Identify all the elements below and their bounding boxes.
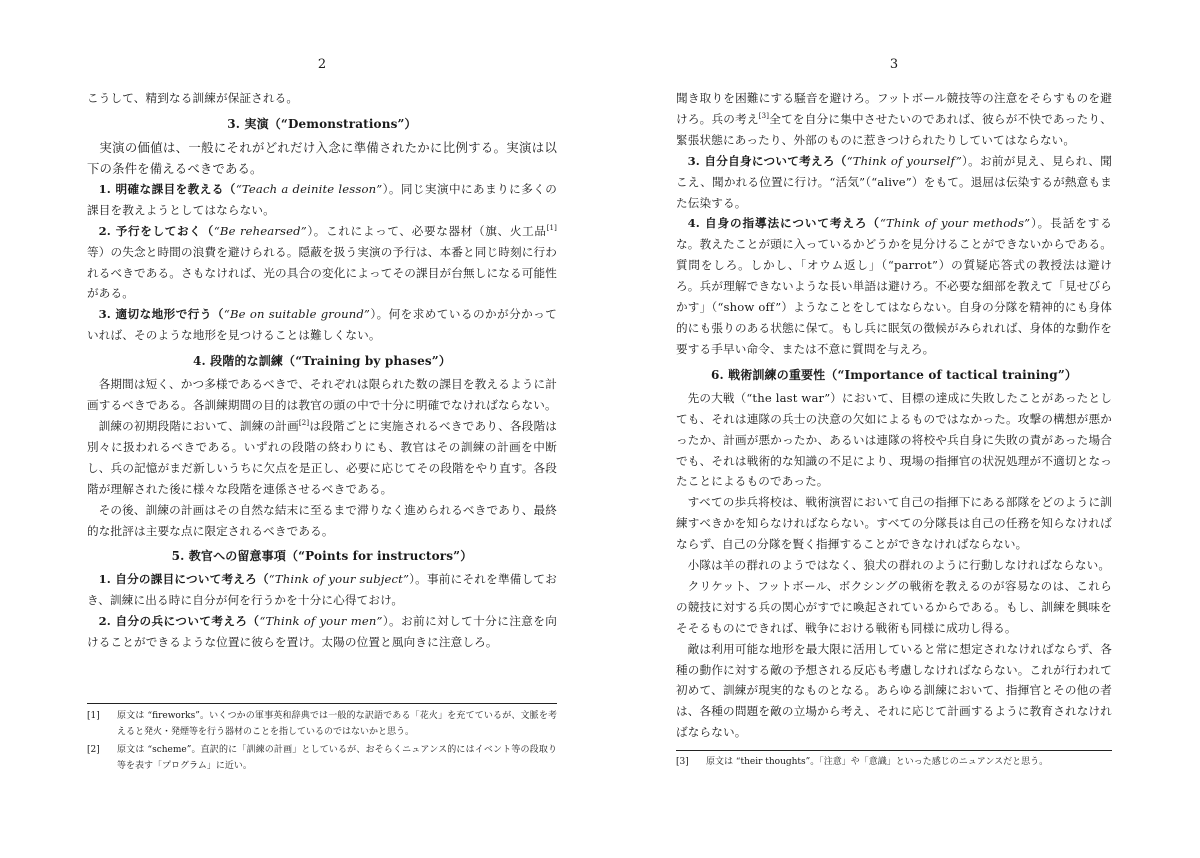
footnote-rule	[676, 750, 1112, 751]
section-heading-instructors: 5. 教官への留意事項（“Points for instructors”）	[171, 549, 473, 564]
page-body	[87, 88, 557, 653]
item-title: 3. 適切な地形で行う（	[98, 307, 224, 322]
tactical-paragraph-4: クリケット、フットボール、ボクシングの戦術を教えるのが容易なのは、これらの競技に対する兵の関心がすでに喚起されているからである。もし、訓練を興味をそそるものにできれば、戦争における戦術も同様に成功し得る。	[676, 578, 1112, 635]
item-text: 等）の失念と時間の浪費を避けられる。隠蔽を扱う実演の予行は、本番と同じ時刻に行われるべきである。さもなければ、光の具合の変化によってその課目が台無しになる可能性がある。	[87, 244, 557, 301]
page-number: 3	[889, 57, 899, 72]
item-title: 2. 自分の兵について考えろ（	[98, 614, 260, 629]
page-body	[676, 88, 1112, 743]
footnote-ref[interactable]: [1]	[546, 223, 557, 232]
phases-paragraph-3: その後、訓練の計画はその自然な結末に至るまで滞りなく進められるべきであり、最終的な批評は主要な点に限定されるべきである。	[87, 502, 557, 538]
instructors-item-2	[87, 611, 557, 653]
footnote-text: 原文は “their thoughts”。「注意」や「意識」といった感じのニュアンスだと思う。	[706, 757, 1049, 767]
tactical-paragraph-2: すべての歩兵将校は、戦術演習において自己の指揮下にある部隊をどのように訓練すべきかを知らなければならない。すべての分隊長は自己の任務を知らなければならず、自己の分隊を賢く指揮することができなければならない。	[676, 495, 1112, 552]
tactical-paragraph-1: 先の大戦（“the last war”）において、目標の達成に失敗したことがあったとしても、それは連隊の兵士の決意の欠如によるものではなかった。攻撃の構想が悪かったか、計画が悪かったか、あるいは連隊の将校や兵自身に失敗の責があった場合でも、それは戦術的な知識の不足により、現場の指揮官の状況処理が不適切となったことによるものであった。	[676, 390, 1112, 489]
instructors-item-1	[87, 569, 557, 611]
footnote-text: 原文は “fireworks”。いくつかの軍事英和辞典では一般的な訳語である「花火」を充てているが、文脈を考えると発火・発煙等を行う器材のことを指しているのではないかと思う。	[117, 711, 557, 737]
demonstrations-lead: 実演の価値は、一般にそれがどれだけ入念に準備されたかに比例する。実演は以下の条件を備えるべきである。	[87, 139, 557, 176]
footnote-text: 原文は “scheme”。直訳的に「訓練の計画」としているが、おそらくニュアンス的にはイベント等の段取り等を表す「プログラム」に近い。	[117, 745, 557, 771]
footnote-ref[interactable]: [2]	[298, 418, 310, 427]
footnote-ref[interactable]: [3]	[758, 111, 770, 120]
item-english: “Teach a deinite lesson”	[235, 181, 383, 196]
item-title: 2. 予行をしておく（	[98, 223, 214, 238]
paragraph-text: 聞き取りを困難にする騒音を避けろ。フットボール競技等の注意をそらすものを避けろ。兵の考え	[676, 91, 1112, 126]
section-heading-tactical: 6. 戦術訓練の重要性（“Importance of tactical training”）	[710, 367, 1078, 382]
item-text: ）。同じ実演中にあまりに多くの課目を教えようとしてはならない。	[87, 181, 558, 217]
continued-paragraph	[676, 88, 1112, 151]
item-english: “Be rehearsed”	[213, 223, 307, 238]
item-title: 1. 明確な課目を教える（	[98, 181, 236, 196]
section-heading-demonstrations: 3. 実演（“Demonstrations”）	[227, 116, 417, 131]
footnote-2	[87, 742, 557, 774]
item-text: ）。長話をするな。教えたことが頭に入っているかどうかを見分けることができないからである。質問をしろ。しかし、「オウム返し」（“parrot”）の質疑応答式の教授法は避けろ。兵が理解できないような長い単語は避けろ。不必要な細部を教えて「見せびらかす」（“show off”）ようなことをしてはならない。自身の分隊を精神的にも身体的にも張りのある状態に保て。もし兵に眠気の徴候がみられれば、身体的な動作を要する手早い命令、または不意に質問を与えろ。	[676, 216, 1112, 356]
item-text: ）。これによって、必要な器材（旗、火工品	[306, 223, 547, 238]
footnotes	[87, 708, 557, 776]
footnote-mark: [1]	[87, 711, 100, 721]
phases-paragraph-2	[87, 416, 557, 500]
instructors-item-4	[676, 213, 1112, 359]
item-english: “Think of your men”	[259, 614, 383, 629]
item-english: “Think of your subject”	[268, 572, 410, 587]
instructors-item-3	[676, 151, 1112, 214]
item-title: 4. 自身の指導法について考えろ（	[687, 216, 880, 231]
item-title: 1. 自分の課目について考えろ（	[98, 572, 269, 587]
paragraph-text: 訓練の初期段階において、訓練の計画	[98, 418, 299, 433]
item-text: ）。事前にそれを準備しておき、訓練に出る時に自分が何を行うかを十分に心得ておけ。	[87, 572, 557, 608]
tactical-paragraph-5: 敵は利用可能な地形を最大限に活用していると常に想定されなければならず、各種の動作に対する敵の予想される反応も考慮しなければならない。これが行われて初めて、訓練が現実的なものとなる。あらゆる訓練において、指揮官とその他の者は、各種の問題を敵の立場から考え、それに応じて計画するように教育されなければならない。	[676, 641, 1112, 740]
section-heading-phases: 4. 段階的な訓練（“Training by phases”）	[192, 354, 452, 369]
paragraph-text: は段階ごとに実施されるべきであり、各段階は別々に扱われるべきである。いずれの段階の終わりにも、教官はその訓練の計画を中断し、兵の記憶がまだ新しいうちに欠点を是正し、必要に応じてその段階をやり直す。各段階が理解された後に様々な段階を連係させるべきである。	[87, 418, 557, 496]
intro-paragraph: こうして、精到なる訓練が保証される。	[87, 91, 299, 105]
demonstrations-item-3	[87, 304, 557, 346]
footnote-1	[87, 708, 557, 740]
item-english: “Think of yourself”	[846, 153, 962, 168]
item-english: “Think of your methods”	[879, 216, 1031, 231]
right-page	[676, 0, 1112, 858]
item-text: ）。お前が見え、見られ、聞こえ、聞かれる位置に行け。“活気”（“alive”）をもて。退屈は伝染するが熱意もまた伝染する。	[676, 153, 1112, 210]
phases-paragraph-1: 各期間は短く、かつ多様であるべきで、それぞれは限られた数の課目を教えるように計画するべきである。各訓練期間の目的は教官の頭の中で十分に明確でなければならない。	[87, 377, 557, 413]
footnote-rule	[87, 703, 557, 704]
footnote-mark: [2]	[87, 745, 100, 755]
demonstrations-item-2	[87, 221, 557, 305]
demonstrations-item-1	[87, 179, 557, 221]
item-english: “Be on suitable ground”	[223, 307, 371, 322]
item-text: ）。何を求めているのかが分かっていれば、そのような地形を見つけることは難しくない。	[87, 307, 557, 343]
tactical-paragraph-3: 小隊は羊の群れのようではなく、狼犬の群れのように行動しなければならない。	[687, 558, 1111, 573]
item-text: ）。お前に対して十分に注意を向けることができるような位置に彼らを置け。太陽の位置と風向きに注意しろ。	[87, 614, 558, 650]
left-page	[87, 0, 557, 858]
item-title: 3. 自分自身について考えろ（	[687, 153, 847, 168]
footnotes	[676, 754, 1112, 772]
paragraph-text: 全てを自分に集中させたいのであれば、彼らが不快であったり、緊張状態にあったり、外部のものに惹きつけられたりしていてはならない。	[676, 111, 1112, 147]
footnote-3	[676, 754, 1112, 770]
page-number: 2	[317, 57, 327, 72]
footnote-mark: [3]	[676, 757, 689, 767]
